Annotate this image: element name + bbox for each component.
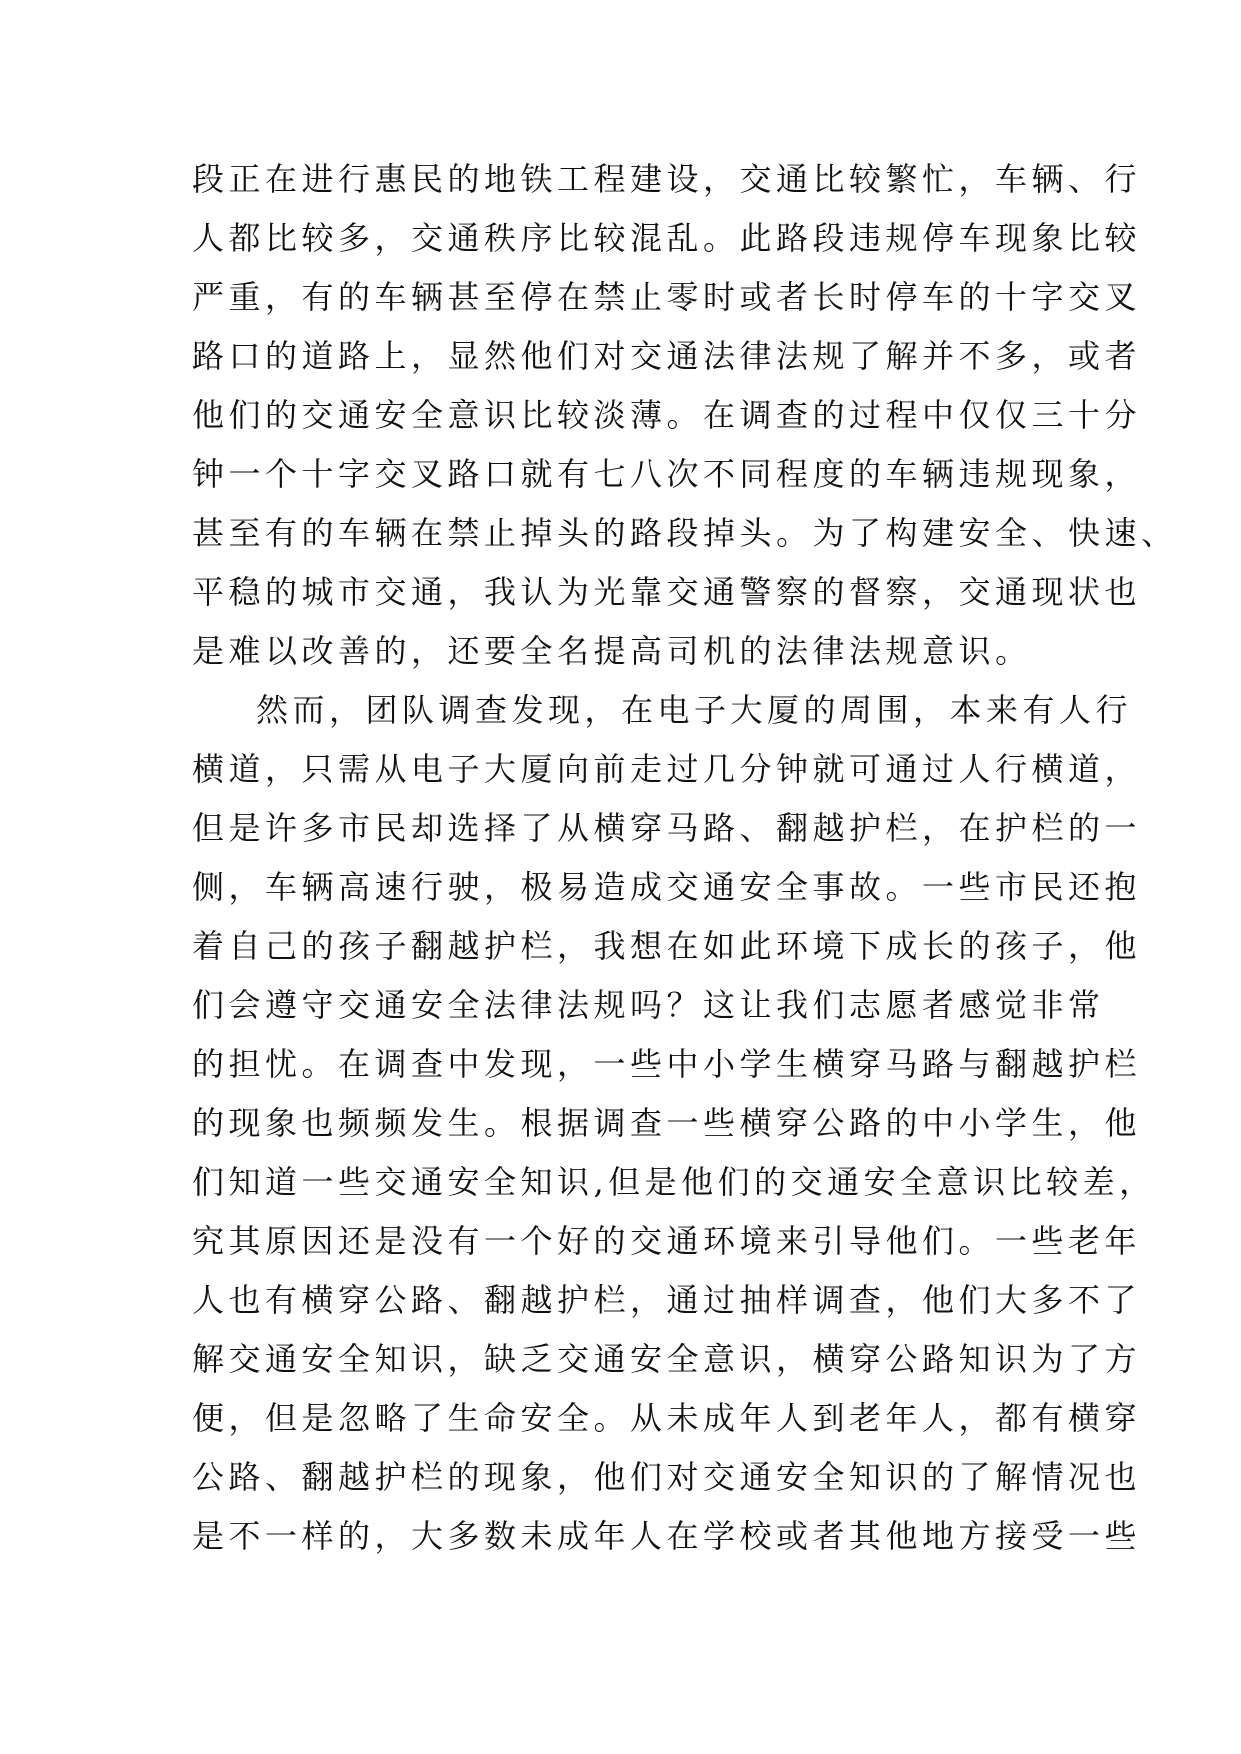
- paragraph-1-line-3: 严重，有的车辆甚至停在禁止零时或者长时停车的十字交叉: [192, 278, 1142, 316]
- paragraph-2-line-12: 解交通安全知识，缺乏交通安全意识，横穿公路知识为了方: [192, 1340, 1142, 1378]
- paragraph-1-line-2: 人都比较多，交通秩序比较混乱。此路段违规停车现象比较: [192, 219, 1142, 257]
- paragraph-1-line-4: 路口的道路上，显然他们对交通法律法规了解并不多，或者: [192, 337, 1142, 375]
- paragraph-1-line-9: 是难以改善的，还要全名提高司机的法律法规意识。: [192, 632, 1032, 670]
- paragraph-2-line-2: 横道，只需从电子大厦向前走过几分钟就可通过人行横道，: [192, 750, 1142, 788]
- paragraph-2-line-1: 然而，团队调查发现，在电子大厦的周围，本来有人行: [256, 691, 1133, 729]
- paragraph-2-line-9: 们知道一些交通安全知识,但是他们的交通安全意识比较差，: [192, 1163, 1156, 1201]
- paragraph-2-line-11: 人也有横穿公路、翻越护栏，通过抽样调查，他们大多不了: [192, 1281, 1142, 1319]
- paragraph-2-line-8: 的现象也频频发生。根据调查一些横穿公路的中小学生，他: [192, 1104, 1142, 1142]
- paragraph-1-line-8: 平稳的城市交通，我认为光靠交通警察的督察，交通现状也: [192, 573, 1142, 611]
- paragraph-2: [192, 681, 1156, 1566]
- paragraph-2-line-5: 着自己的孩子翻越护栏，我想在如此环境下成长的孩子，他: [192, 927, 1142, 965]
- paragraph-2-line-10: 究其原因还是没有一个好的交通环境来引导他们。一些老年: [192, 1222, 1142, 1260]
- paragraph-2-line-15: 是不一样的，大多数未成年人在学校或者其他地方接受一些: [192, 1517, 1142, 1555]
- paragraph-1-line-5: 他们的交通安全意识比较淡薄。在调查的过程中仅仅三十分: [192, 396, 1142, 434]
- paragraph-1-line-6: 钟一个十字交叉路口就有七八次不同程度的车辆违规现象，: [192, 455, 1142, 493]
- paragraph-2-line-13: 便，但是忽略了生命安全。从未成年人到老年人，都有横穿: [192, 1399, 1142, 1437]
- paragraph-2-line-3: 但是许多市民却选择了从横穿马路、翻越护栏，在护栏的一: [192, 809, 1142, 847]
- paragraph-1: [192, 150, 1178, 681]
- paragraph-1-line-1: 段正在进行惠民的地铁工程建设，交通比较繁忙，车辆、行: [192, 160, 1142, 198]
- paragraph-2-line-7: 的担忧。在调查中发现，一些中小学生横穿马路与翻越护栏: [192, 1045, 1142, 1083]
- paragraph-2-line-6: 们会遵守交通安全法律法规吗？这让我们志愿者感觉非常: [192, 986, 1105, 1024]
- paragraph-2-line-4: 侧，车辆高速行驶，极易造成交通安全事故。一些市民还抱: [192, 868, 1142, 906]
- paragraph-1-line-7: 甚至有的车辆在禁止掉头的路段掉头。为了构建安全、快速、: [192, 514, 1178, 552]
- document-body: [192, 150, 1178, 1566]
- paragraph-2-line-14: 公路、翻越护栏的现象，他们对交通安全知识的了解情况也: [192, 1458, 1142, 1496]
